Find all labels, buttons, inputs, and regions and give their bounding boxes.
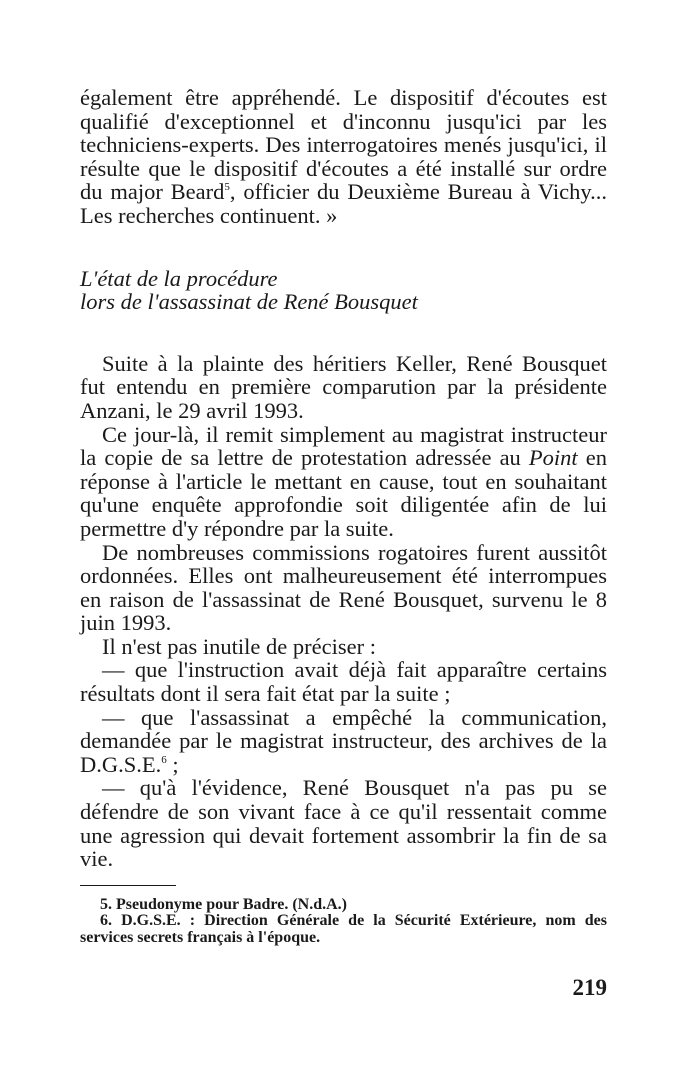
section-heading [80,267,607,314]
paragraph-text-tail: ; [166,751,179,777]
paragraph-text: également être appréhendé. Le dispositif d'écoutes est qualifié d'exceptionnel et d'inconnu jusqu'ici par les techniciens-experts. Des interrogatoires menés jusqu'ici, il résulte que le dispositif d'écoutes a été installé sur ordre du major Beard [80,85,607,205]
body-text [80,86,607,946]
paragraph-text: — que l'assassinat a empêché la communication, demandée par le magistrat instructeur, des archives de la D.G.S.E. [80,704,607,777]
footnote-ref-6: 6 [161,753,167,766]
paragraph-preciser: Il n'est pas inutile de préciser : [102,633,376,659]
footnote-6: 6. D.G.S.E. : Direction Générale de la Sécurité Extérieure, nom des services secrets français à l'époque. [80,912,607,946]
heading-line-2: lors de l'assassinat de René Bousquet [80,289,418,315]
paragraph-letter [80,423,607,541]
footnote-ref-5: 5 [224,181,230,194]
footnote-divider [80,885,176,886]
paragraph-text-tail: en réponse à l'article le mettant en cause, tout en souhaitant qu'une enquête approfondie soit diligentée afin de lui permettre d'y répondre par la suite. [80,445,607,541]
page-number: 219 [572,975,607,1000]
list-item-defense: — qu'à l'évidence, René Bousquet n'a pas pu se défendre de son vivant face à ce qu'il ressentait comme une agression qui devait fortement assombrir la fin de sa vie. [80,775,607,872]
paragraph-commissions: De nombreuses commissions rogatoires furent aussitôt ordonnées. Elles ont malheureusement été interrompues en raison de l'assassinat de René Bousquet, survenu le 8 juin 1993. [80,539,607,636]
italic-point: Point [528,445,578,471]
footnote-5: 5. Pseudonyme pour Badre. (N.d.A.) [100,895,347,913]
paragraph-text-tail: , officier du Deuxième Bureau à Vichy... Les recherches continuent. » [80,179,607,228]
list-item-instruction: — que l'instruction avait déjà fait apparaître certains résultats dont il sera fait état par la suite ; [80,657,607,707]
paragraph-text: Ce jour-là, il remit simplement au magistrat instructeur la copie de sa lettre de protestation adressée au [80,421,607,471]
footnotes [80,897,607,947]
paragraph-complaint: Suite à la plainte des héritiers Keller, René Bousquet fut entendu en première comparution par la présidente Anzani, le 29 avril 1993. [80,350,607,423]
heading-line-1: L'état de la procédure [80,265,278,291]
list-item-archives [80,706,607,777]
paragraph-quote-end [80,86,607,228]
